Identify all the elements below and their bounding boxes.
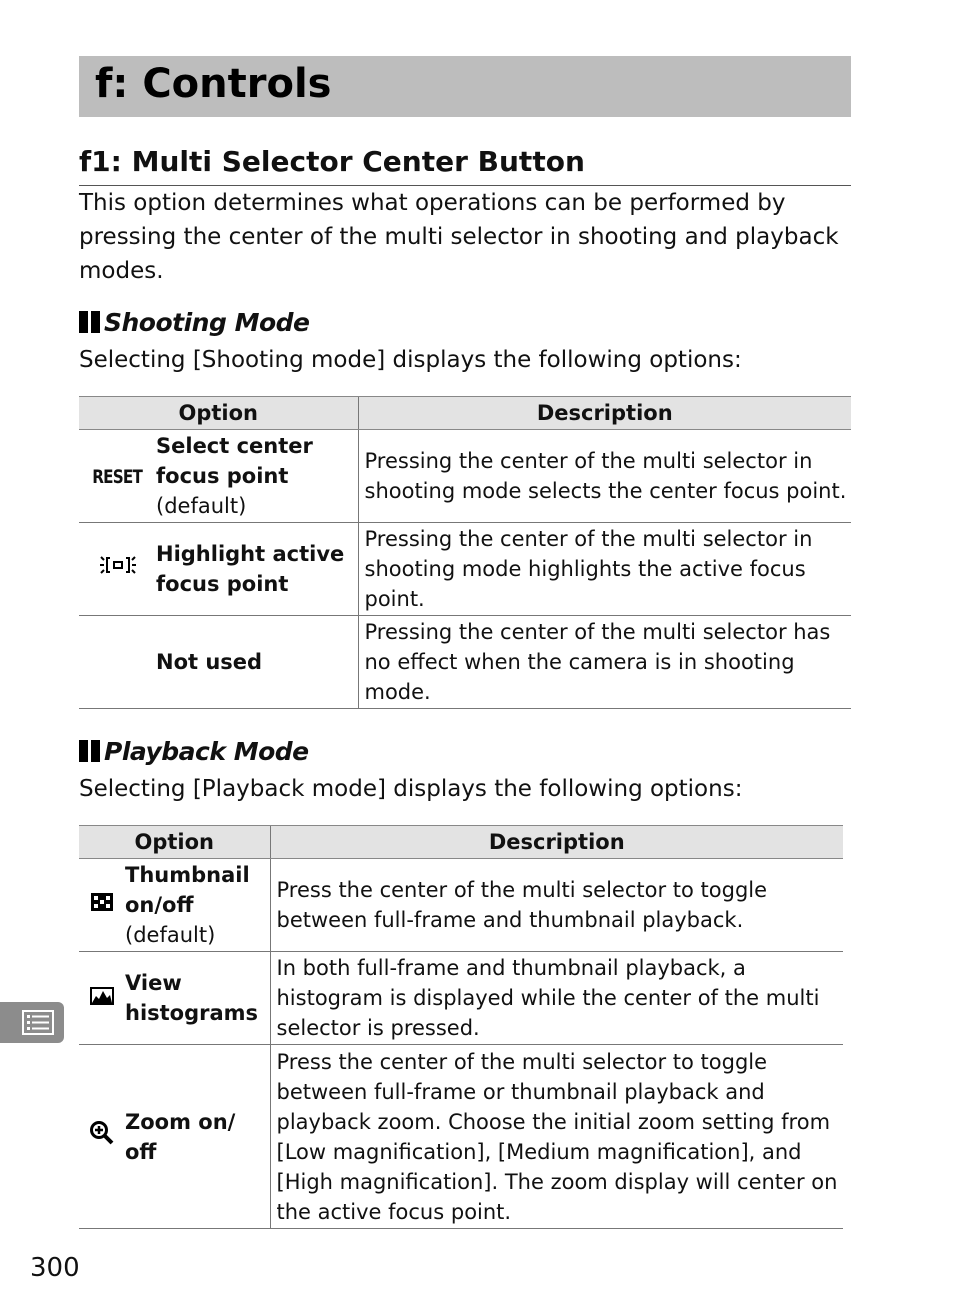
option-name: Not used bbox=[156, 616, 358, 709]
header-description: Description bbox=[270, 826, 843, 859]
option-name: Zoom on/ off bbox=[125, 1045, 270, 1229]
chapter-title: f: Controls bbox=[95, 61, 332, 107]
heading-marker-icon bbox=[79, 740, 100, 762]
page-number: 300 bbox=[30, 1253, 80, 1283]
reset-icon: RESET bbox=[79, 430, 156, 523]
header-option: Option bbox=[79, 826, 270, 859]
header-description: Description bbox=[358, 397, 851, 430]
option-name: Thumbnail on/off bbox=[125, 863, 250, 917]
table-row bbox=[79, 430, 851, 523]
playback-mode-heading bbox=[79, 731, 309, 771]
option-name: View histograms bbox=[125, 952, 270, 1045]
table-row bbox=[79, 859, 843, 952]
menu-guide-tab bbox=[0, 1002, 64, 1043]
option-name: Select center focus point bbox=[156, 434, 313, 488]
option-description: In both full-frame and thumbnail playback, a histogram is displayed while the center of the multi selector is pressed. bbox=[270, 952, 843, 1045]
default-note: (default) bbox=[125, 923, 216, 947]
shooting-mode-heading-text: Shooting Mode bbox=[104, 307, 310, 337]
option-name: Highlight active focus point bbox=[156, 523, 358, 616]
option-description: Pressing the center of the multi selector in shooting mode highlights the active focus point. bbox=[358, 523, 851, 616]
thumbnail-icon bbox=[79, 859, 125, 952]
shooting-mode-heading bbox=[79, 302, 309, 342]
section-title: f1: Multi Selector Center Button bbox=[79, 145, 585, 178]
histogram-icon bbox=[79, 952, 125, 1045]
table-row bbox=[79, 1045, 843, 1229]
menu-list-icon bbox=[22, 1010, 54, 1035]
highlight-focus-icon bbox=[79, 523, 156, 616]
shooting-options-table bbox=[79, 396, 851, 709]
table-header-row bbox=[79, 826, 843, 859]
zoom-icon bbox=[79, 1045, 125, 1229]
option-description: Pressing the center of the multi selector has no effect when the camera is in shooting mode. bbox=[358, 616, 851, 709]
playback-mode-heading-text: Playback Mode bbox=[104, 736, 309, 766]
table-row bbox=[79, 616, 851, 709]
section-intro: This option determines what operations can be performed by pressing the center of the multi selector in shooting and playback modes. bbox=[79, 190, 839, 284]
playback-mode-lead: Selecting [Playback mode] displays the following options: bbox=[79, 776, 743, 802]
option-description: Pressing the center of the multi selector in shooting mode selects the center focus point. bbox=[358, 430, 851, 523]
option-description: Press the center of the multi selector to toggle between full-frame or thumbnail playback and playback zoom. Choose the initial zoom setting from [Low magnification], [Medium magnification], and [High magnification]. The zoom display will center on the active focus point. bbox=[270, 1045, 843, 1229]
header-option: Option bbox=[79, 397, 358, 430]
shooting-mode-lead: Selecting [Shooting mode] displays the following options: bbox=[79, 347, 742, 373]
default-note: (default) bbox=[156, 494, 247, 518]
heading-marker-icon bbox=[79, 311, 100, 333]
table-row bbox=[79, 952, 843, 1045]
table-header-row bbox=[79, 397, 851, 430]
option-description: Press the center of the multi selector to toggle between full-frame and thumbnail playback. bbox=[270, 859, 843, 952]
chapter-banner bbox=[79, 56, 851, 117]
playback-options-table bbox=[79, 825, 843, 1229]
table-row bbox=[79, 523, 851, 616]
